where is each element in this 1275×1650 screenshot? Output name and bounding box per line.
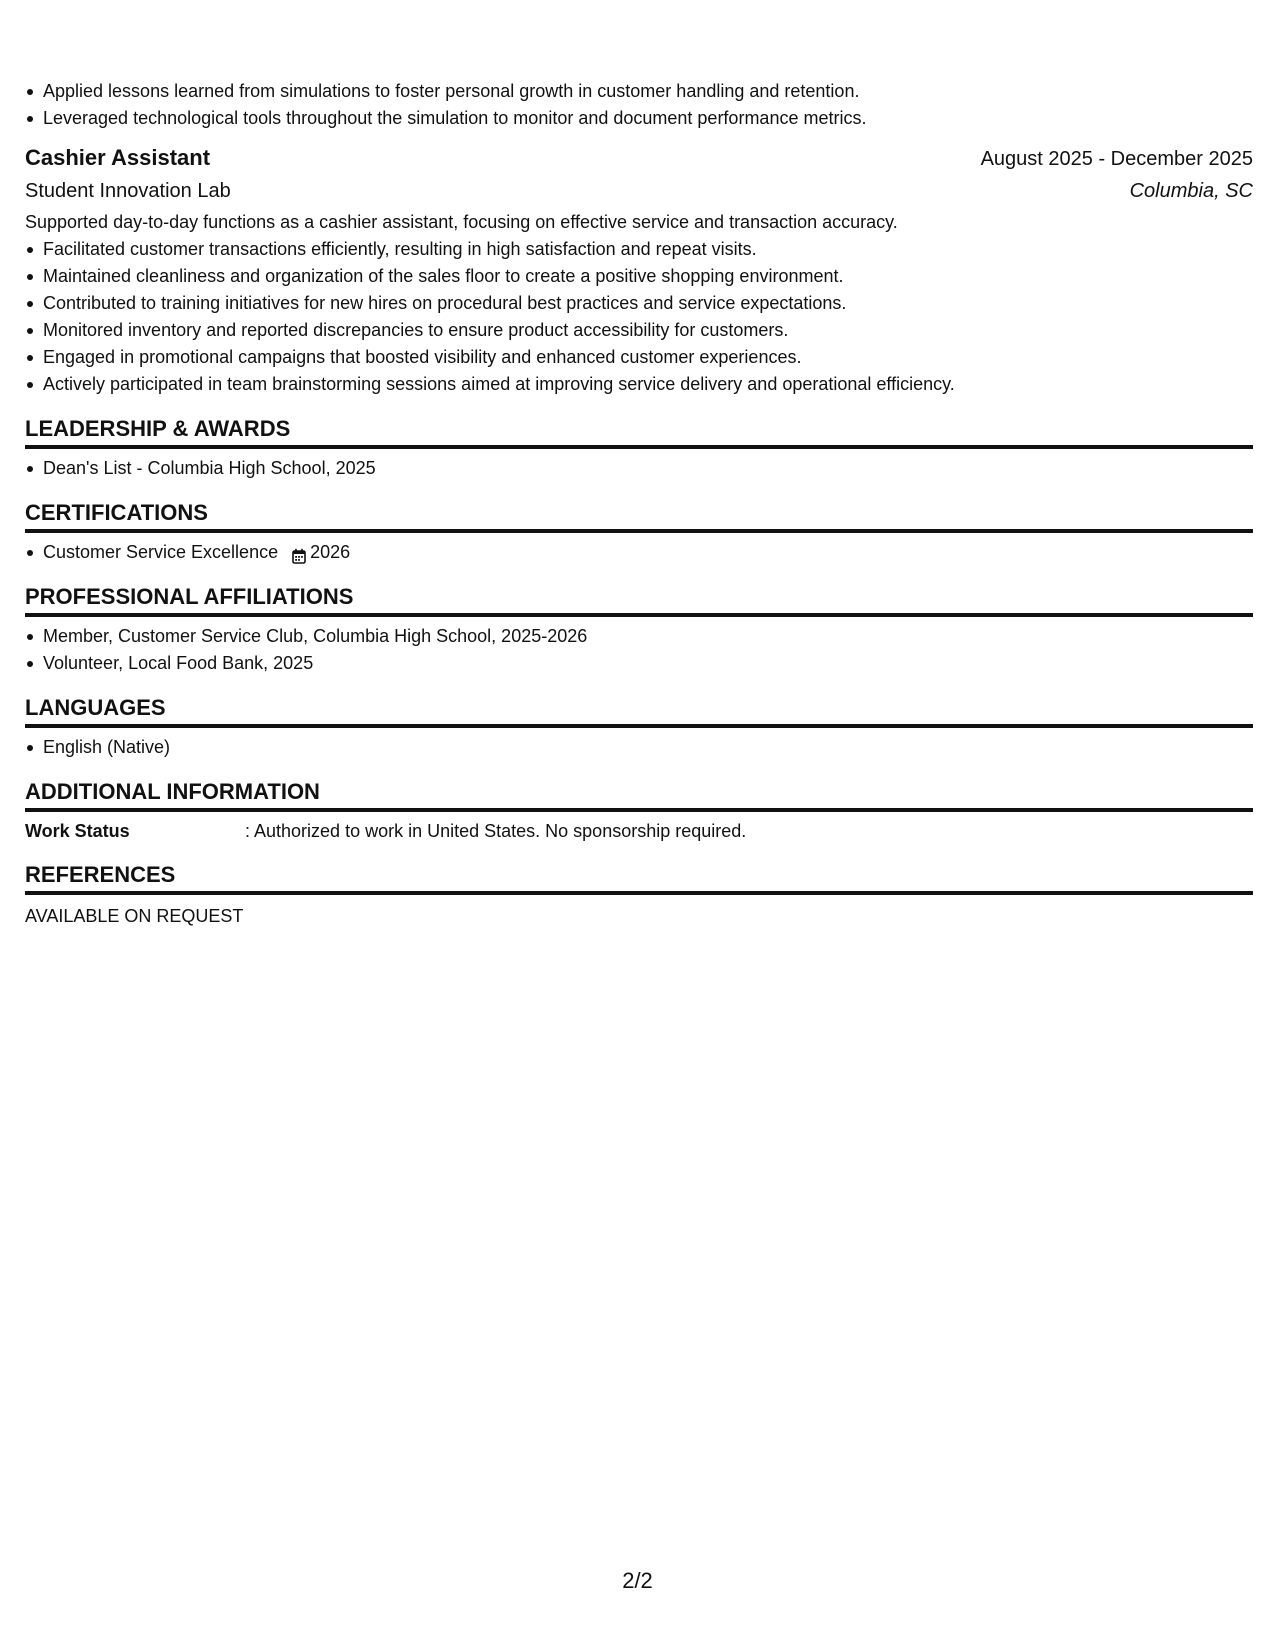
list-item — [43, 539, 1253, 566]
additional-info-section — [25, 777, 1253, 844]
list-item: Member, Customer Service Club, Columbia High School, 2025-2026 — [43, 623, 1253, 650]
section-title: REFERENCES — [25, 860, 1253, 895]
job-header — [25, 142, 1253, 175]
languages-list — [25, 734, 1253, 761]
list-item: Contributed to training initiatives for new hires on procedural best practices and service expectations. — [43, 290, 1253, 317]
list-item: Volunteer, Local Food Bank, 2025 — [43, 650, 1253, 677]
job-summary: Supported day-to-day functions as a cashier assistant, focusing on effective service and transaction accuracy. — [25, 212, 898, 232]
references-text: AVAILABLE ON REQUEST — [25, 906, 244, 926]
certification-entry — [43, 539, 350, 566]
affiliations-section — [25, 582, 1253, 677]
section-title: PROFESSIONAL AFFILIATIONS — [25, 582, 1253, 617]
job-dates: August 2025 - December 2025 — [980, 148, 1253, 170]
job-company: Student Innovation Lab — [25, 180, 231, 202]
work-status-value: : Authorized to work in United States. No sponsorship required. — [245, 821, 747, 841]
job-subheader — [25, 175, 1253, 207]
work-status-row — [25, 818, 1253, 844]
list-item: Maintained cleanliness and organization of the sales floor to create a positive shopping environment. — [43, 263, 1253, 290]
list-item: Leveraged technological tools throughout the simulation to monitor and document performance metrics. — [43, 105, 1253, 132]
list-item: Applied lessons learned from simulations to foster personal growth in customer handling and retention. — [43, 78, 1253, 105]
certifications-section — [25, 498, 1253, 566]
references-section — [25, 860, 1253, 929]
certifications-list — [25, 539, 1253, 566]
certification-year: 2026 — [310, 542, 351, 562]
job-bullets — [25, 236, 1253, 398]
calendar-icon — [292, 545, 306, 561]
previous-job-bullets — [25, 78, 1253, 132]
job-title: Cashier Assistant — [25, 145, 211, 170]
section-title: LANGUAGES — [25, 693, 1253, 728]
list-item: Facilitated customer transactions efficiently, resulting in high satisfaction and repeat visits. — [43, 236, 1253, 263]
list-item: Dean's List - Columbia High School, 2025 — [43, 455, 1253, 482]
section-title: ADDITIONAL INFORMATION — [25, 777, 1253, 812]
page-number: 2/2 — [622, 1568, 653, 1593]
certification-name: Customer Service Excellence — [43, 542, 279, 562]
leadership-list — [25, 455, 1253, 482]
list-item: Monitored inventory and reported discrepancies to ensure product accessibility for customers. — [43, 317, 1253, 344]
work-status-label: Work Status — [25, 821, 130, 841]
list-item: Actively participated in team brainstorming sessions aimed at improving service delivery and operational efficiency. — [43, 371, 1253, 398]
list-item: English (Native) — [43, 734, 1253, 761]
section-title: CERTIFICATIONS — [25, 498, 1253, 533]
languages-section — [25, 693, 1253, 761]
job-location: Columbia, SC — [1129, 180, 1253, 202]
leadership-section — [25, 414, 1253, 482]
section-title: LEADERSHIP & AWARDS — [25, 414, 1253, 449]
affiliations-list — [25, 623, 1253, 677]
resume-page — [25, 78, 1253, 929]
list-item: Engaged in promotional campaigns that boosted visibility and enhanced customer experiences. — [43, 344, 1253, 371]
